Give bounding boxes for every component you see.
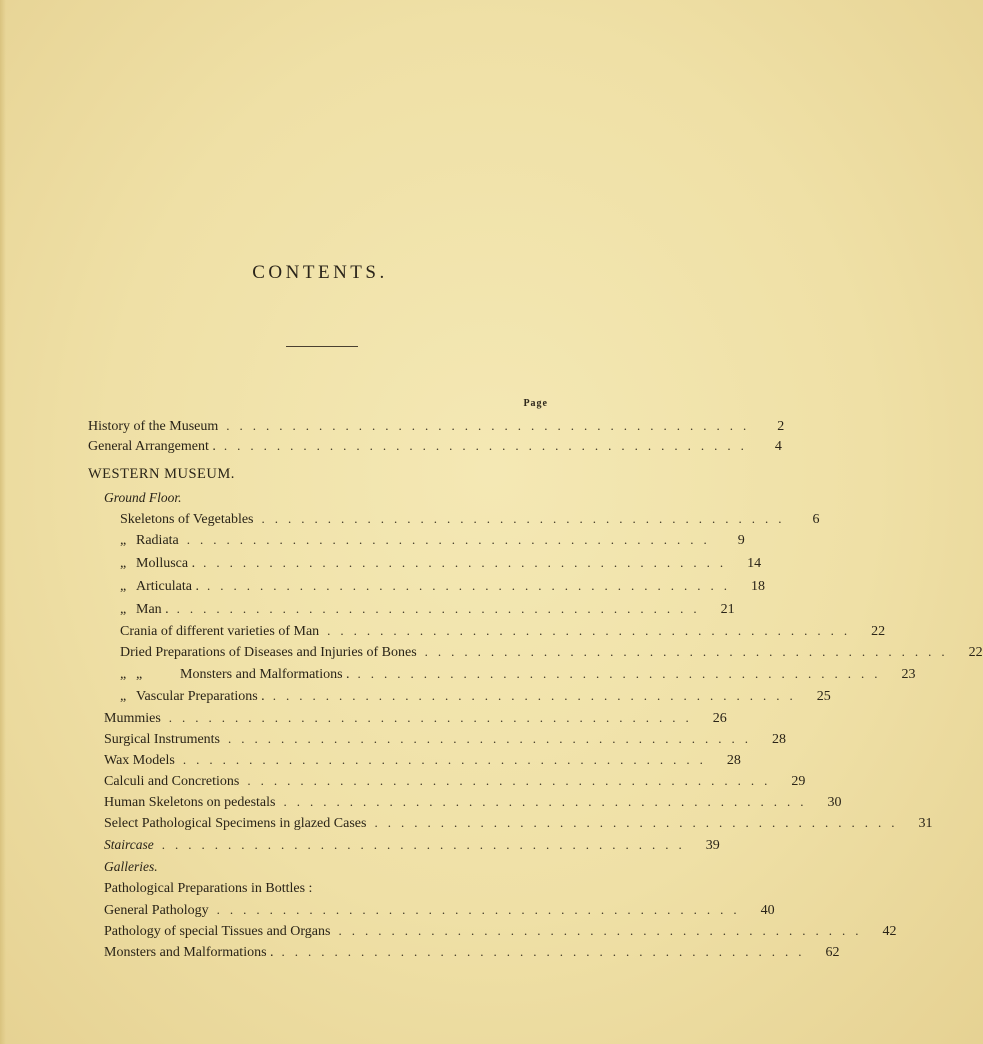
dot-leader: ........................................ [283, 794, 814, 809]
toc-entry [104, 900, 775, 920]
toc-entry-page: 6 [812, 512, 820, 527]
toc-entry [88, 416, 785, 436]
toc-entry-label [104, 835, 154, 855]
toc-entry-text: Pathology of special Tissues and Organs [104, 924, 331, 939]
toc-entry-page: 40 [760, 903, 775, 918]
toc-entry-text: Crania of different varieties of Man [120, 624, 320, 639]
toc-entry-page: 62 [825, 945, 840, 960]
toc-entry-label [104, 751, 175, 771]
toc-entry-text: Wax Models [104, 753, 175, 768]
dot-leader: ........................................ [182, 752, 713, 767]
dot-leader: ........................................ [374, 815, 905, 830]
toc-entry-label [120, 510, 254, 530]
toc-entry-label [104, 793, 275, 813]
toc-entry-label [120, 643, 417, 663]
toc-entry-label [104, 857, 158, 877]
dot-leader: ........................................ [176, 601, 707, 616]
toc-entry-text: Monsters and Malformations . [180, 667, 350, 682]
dot-leader: ........................................ [281, 944, 812, 959]
toc-entry-label [104, 814, 366, 834]
toc-entry-page: 22 [871, 624, 886, 639]
toc-entry [120, 621, 886, 641]
dot-leader: ........................................ [223, 438, 754, 453]
ditto-mark: „ [136, 667, 143, 682]
toc-entry-label [104, 901, 209, 921]
toc-entry-text: WESTERN MUSEUM. [88, 466, 235, 482]
toc-entry-text: Dried Preparations of Diseases and Injuries of Bones [120, 645, 417, 660]
toc-entry [104, 942, 840, 962]
toc-entry-label [104, 943, 274, 963]
toc-entry-label [88, 417, 218, 437]
dot-leader: ........................................ [216, 902, 747, 917]
ditto-mark: „ [120, 533, 127, 548]
toc-entry-text: Ground Floor. [104, 490, 182, 505]
toc-entry-text: Galleries. [104, 859, 158, 874]
toc-entry [104, 879, 548, 899]
toc-entry-text: Pathological Preparations in Bottles : [104, 881, 313, 896]
toc-entry-page: 30 [827, 795, 842, 810]
toc-entry [104, 729, 787, 749]
toc-entry-text: Human Skeletons on pedestals [104, 795, 276, 810]
toc-entry-page: 26 [712, 711, 727, 726]
toc-entry-label [120, 622, 319, 642]
ditto-mark: „ [120, 579, 127, 594]
toc-entry-text: Select Pathological Specimens in glazed Cases [104, 816, 367, 831]
toc-entry-page: 9 [737, 533, 745, 548]
toc-entry-page: 18 [750, 579, 765, 594]
dot-leader: ........................................ [357, 666, 888, 681]
page-title: CONTENTS. [252, 262, 388, 283]
toc-entry-text: Man . [136, 602, 169, 617]
toc-entry-label [104, 772, 239, 792]
toc-entry-page: 29 [791, 774, 806, 789]
ditto-mark: „ [120, 667, 127, 682]
dot-leader: ........................................ [338, 923, 869, 938]
toc-entry [104, 750, 741, 770]
toc-entry-label [88, 437, 216, 457]
toc-entry-text: Calculi and Concretions [104, 774, 240, 789]
toc-entry-text: General Arrangement . [88, 439, 216, 454]
toc-entry-label [104, 730, 220, 750]
dot-leader: ........................................ [261, 511, 792, 526]
toc-entry-page: 21 [720, 602, 735, 617]
toc-entry [120, 530, 745, 550]
toc-entry [120, 642, 983, 662]
ditto-mark: „ [120, 556, 127, 571]
page-column-header: Page [523, 398, 548, 409]
toc-entry-label [120, 577, 199, 597]
dot-leader: ........................................ [226, 418, 757, 433]
ditto-mark: „ [120, 689, 127, 704]
dot-leader: ........................................ [272, 688, 803, 703]
toc-entry [104, 771, 806, 791]
toc-entry [104, 921, 897, 941]
toc-entry [104, 792, 842, 812]
toc-entry [88, 464, 548, 484]
toc-entry-text: Staircase [104, 837, 154, 852]
dot-leader: ........................................ [206, 578, 737, 593]
toc-entry [120, 664, 916, 684]
toc-entry-label [120, 687, 265, 707]
toc-entry-text: Mummies [104, 711, 161, 726]
dot-leader: ........................................ [327, 623, 858, 638]
dot-leader: ........................................ [186, 532, 717, 547]
dot-leader: ........................................ [228, 731, 759, 746]
toc-entry-text: Surgical Instruments [104, 732, 221, 747]
toc-entry-page: 42 [882, 924, 897, 939]
toc-entry-text: Radiata [136, 533, 179, 548]
dot-leader: ........................................ [247, 773, 778, 788]
toc-entry-label [104, 488, 182, 508]
toc-entry-label [120, 554, 195, 574]
toc-entry-label [120, 600, 169, 620]
toc-entry-page: 2 [777, 419, 785, 434]
toc-entry-text: Monsters and Malformations . [104, 945, 274, 960]
toc-entry-page: 14 [747, 556, 762, 571]
toc-entry-text: Mollusca . [136, 556, 196, 571]
toc-entry-label [120, 531, 179, 551]
toc-entry [88, 436, 782, 456]
toc-entry [120, 509, 820, 529]
toc-entry-label [104, 922, 330, 942]
toc-entry-page: 28 [726, 753, 741, 768]
toc-entry-text: Vascular Preparations . [136, 689, 265, 704]
toc-entry [120, 553, 762, 573]
toc-entry [104, 835, 720, 855]
toc-entry [120, 599, 735, 619]
ditto-mark: „ [120, 602, 127, 617]
toc-entry-text: History of the Museum [88, 419, 219, 434]
toc-entry-page: 25 [816, 689, 831, 704]
toc-entry-page: 22 [968, 645, 983, 660]
toc-entry-label [104, 879, 312, 899]
toc-entry-text: Skeletons of Vegetables [120, 512, 254, 527]
dot-leader: ........................................ [424, 644, 955, 659]
toc-entry [104, 488, 182, 508]
dot-leader: ........................................ [168, 710, 699, 725]
toc-entry-text: General Pathology [104, 903, 209, 918]
toc-entry [104, 708, 727, 728]
dot-leader: ........................................ [161, 837, 692, 852]
toc-entry-page: 28 [772, 732, 787, 747]
toc-entry [104, 813, 933, 833]
toc-entry [120, 686, 831, 706]
toc-entry-page: 4 [774, 439, 782, 454]
toc-entry-text: Articulata . [136, 579, 199, 594]
toc-entry-label [88, 464, 235, 484]
toc-entry-page: 39 [705, 838, 720, 853]
toc-entry-page: 31 [918, 816, 933, 831]
toc-entry [120, 576, 765, 596]
toc-entry [104, 857, 158, 877]
toc-entry-page: 23 [901, 667, 916, 682]
toc-entry-label [104, 709, 161, 729]
toc-entry-label [120, 665, 350, 685]
dot-leader: ........................................ [203, 555, 734, 570]
